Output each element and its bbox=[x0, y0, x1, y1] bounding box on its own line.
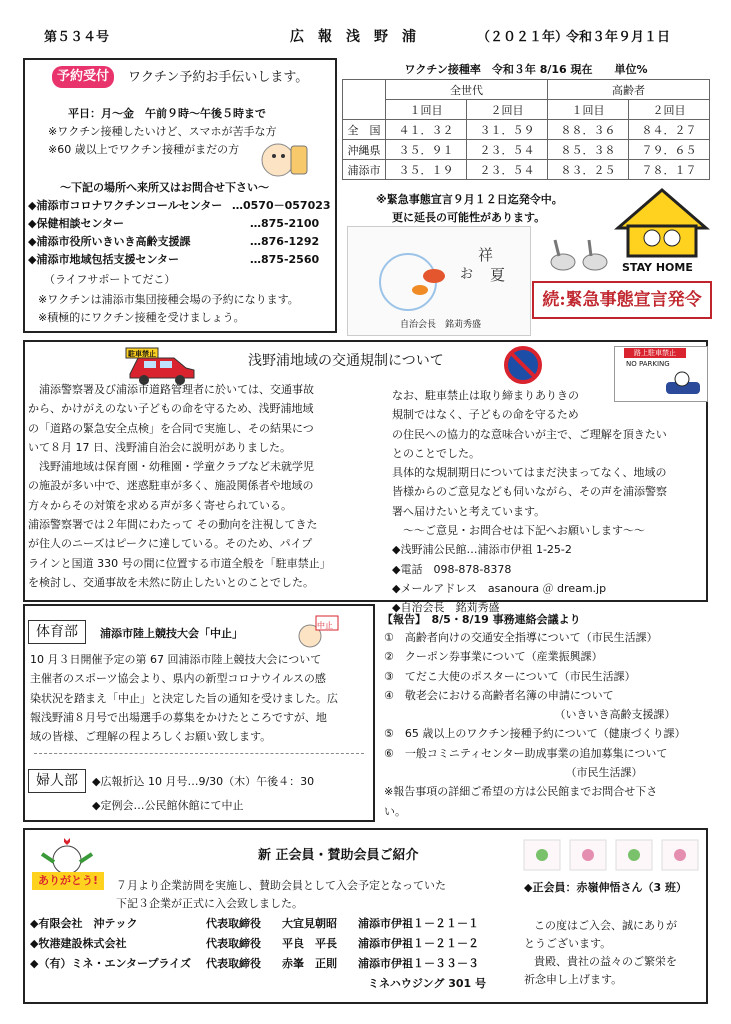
company-addr: 浦添市伊祖１－２１－１ bbox=[358, 917, 479, 930]
sports-text: 10 月３日開催予定の第 67 回浦添市陸上競技大会について 主催者のスポーツ協会より、県内の新型コロナウイルスの感 染状況を踏まえ「中止」と決定した旨の通知を受けました。広 報浅野浦８月号で出場選手の募集をかけたところですが、地 域の皆様、ご理解の程よろしくお願い致します。 bbox=[30, 653, 338, 744]
vaccine-table-caption: ワクチン接種率 令和３年 8/16 現在 単位% bbox=[404, 63, 648, 76]
contact-name: ◆保健相談センター bbox=[28, 217, 125, 230]
calligraphy-credit: 自治会長 銘苅秀盛 bbox=[400, 320, 482, 330]
region-cell: 全 国 bbox=[343, 120, 386, 140]
traffic-left-text: 浦添警察署及び浦添市道路管理者に於いては、交通事故 から、かけがえのない子どもの命を守るため、浅野浦地域 の「道路の緊急安全点検」を合同で実施し、その結果につ いて８月 17 日、浅野浦自治会に説明がありました。 浅野浦地域は保育園・幼稚園・学童クラブなど未就学児 の施設が多い中で、迷惑駐車が多く、施設関係者や地域の 方々からその対策を求める声が多く寄せられている。 浦添警察署では２年間にわたって その動向を注視してきた が住人のニーズはピークに達している。そのため、パイプ ラインと国道 330 号の間に位置する市道全般を「駐車禁止」 を検討し、交通事故を未然に防止したいとのことでした。 bbox=[28, 383, 331, 589]
company-addr: 浦添市伊祖１－２１－２ bbox=[358, 937, 479, 950]
company-rep: 平良 平長 bbox=[282, 937, 337, 950]
contact-note: （ライフサポートてだこ） bbox=[44, 273, 176, 286]
no-parking-icon bbox=[504, 346, 542, 384]
members-title: 新 正会員・賛助会員ご紹介 bbox=[258, 848, 419, 863]
table-row bbox=[343, 160, 710, 180]
emergency-note: 更に延長の可能性があります。 bbox=[392, 211, 546, 224]
women-item: ◆定例会…公民館休館にて中止 bbox=[92, 799, 244, 812]
arigato-label: ありがとう! bbox=[32, 872, 104, 890]
no-parking-sign-text: 駐車禁止 bbox=[128, 350, 156, 358]
reservation-badge: 予約受付中 bbox=[52, 66, 114, 88]
contact-tel: …0570－057023 bbox=[232, 199, 331, 212]
newsletter-title: 広 報 浅 野 浦 bbox=[290, 29, 416, 45]
region-cell: 沖縄県 bbox=[343, 140, 386, 160]
rabbits-illustration bbox=[545, 236, 615, 274]
women-item: ◆広報折込 10 月号…9/30（木）午後４：30 bbox=[92, 775, 315, 788]
rate-cell: ２３．５４ bbox=[467, 160, 548, 180]
vaccination-rate-table bbox=[342, 79, 710, 180]
members-intro: 下記３企業が正式に入会致しました。 bbox=[116, 897, 303, 910]
rate-cell: ８８．３６ bbox=[548, 120, 629, 140]
issue-number: 第５３４号 bbox=[44, 30, 110, 45]
thanks-text: とうございます。 bbox=[524, 937, 612, 950]
group-header: 高齢者 bbox=[548, 80, 710, 100]
company-addr: 浦添市伊祖１－３３－３ bbox=[358, 957, 479, 970]
company-rep: 赤峯 正則 bbox=[282, 957, 337, 970]
rate-cell: ７９．６５ bbox=[629, 140, 710, 160]
rate-cell: ３５．９１ bbox=[386, 140, 467, 160]
contact-name: ◆浦添市役所いきいき高齢支援課 bbox=[28, 235, 191, 248]
thanks-text: 祈念申し上げます。 bbox=[524, 973, 623, 986]
company-name: ◆（有）ミネ・エンタープライズ bbox=[30, 957, 192, 970]
company-name: ◆牧港建設株式会社 bbox=[30, 937, 127, 950]
traffic-title: 浅野浦地域の交通規制について bbox=[248, 353, 444, 369]
company-role: 代表取締役 bbox=[206, 917, 261, 930]
rate-cell: ８５．３８ bbox=[548, 140, 629, 160]
dose-header: １回目 bbox=[548, 100, 629, 120]
no-parking-sub: NO PARKING bbox=[626, 360, 670, 368]
sports-title: 浦添市陸上競技大会「中止」 bbox=[100, 627, 243, 640]
table-corner bbox=[343, 80, 386, 120]
contact-tel: …876-1292 bbox=[250, 235, 320, 248]
cancel-sign-text: 中止 bbox=[317, 621, 333, 630]
smartphone-illustration bbox=[258, 138, 312, 184]
rate-cell: ３１．５９ bbox=[467, 120, 548, 140]
emergency-banner: 続:緊急事態宣言発令 bbox=[532, 281, 712, 319]
report-title: 【報告】 8/5・8/19 事務連絡会議より bbox=[382, 613, 581, 626]
vaccine-footer: ※ワクチンは浦添市集団接種会場の予約になります。 bbox=[38, 293, 299, 306]
company-name: ◆有限会社 沖テック bbox=[30, 917, 138, 930]
issue-date: 令和３年９月１日 bbox=[566, 30, 671, 45]
dose-header: ２回目 bbox=[629, 100, 710, 120]
table-row bbox=[343, 120, 710, 140]
company-role: 代表取締役 bbox=[206, 937, 261, 950]
region-cell: 浦添市 bbox=[343, 160, 386, 180]
contact-name: ◆浦添市地域包括支援センター bbox=[28, 253, 180, 266]
company-addr-extra: ミネハウジング 301 号 bbox=[368, 977, 487, 990]
vaccine-help-title: ワクチン予約お手伝いします。 bbox=[128, 70, 309, 85]
dose-header: ２回目 bbox=[467, 100, 548, 120]
members-intro: ７月より企業訪問を実施し、賛助会員として入会予定となっていた bbox=[116, 879, 446, 892]
stay-home-label: STAY HOME bbox=[622, 261, 693, 274]
dose-header: １回目 bbox=[386, 100, 467, 120]
divider bbox=[34, 753, 364, 754]
rate-cell: ７８．１７ bbox=[629, 160, 710, 180]
traffic-right-text: なお、駐車禁止は取り締まりありきの 規制ではなく、子どもの命を守るため の住民への協力的な意味合いが主で、ご理解を頂きたい とのことでした。 具体的な規制期日についてはまだ決まってなく、地域の 皆様からのご意見なども伺いながら、その声を浦添警察 署へ届けたいと考えています。 ～～ご意見・お問合せは下記へお願いします～～ ◆浅野浦公民館…浦添市伊祖 1-25-2 ◆電話 098-878-8378 ◆メールアドレス asanoura ＠ dream.jp ◆自治会長 銘苅秀盛 bbox=[392, 389, 667, 615]
new-member: ◆正会員：赤嶺伸悟さん（3 班） bbox=[524, 881, 687, 894]
contact-tel: …875-2100 bbox=[250, 217, 320, 230]
thanks-text: 貴殿、貴社の益々のご繁栄を bbox=[534, 955, 677, 968]
group-header: 全世代 bbox=[386, 80, 548, 100]
thank-you-cards-illustration bbox=[520, 836, 704, 876]
svg-text:祥: 祥 bbox=[478, 246, 494, 264]
office-hours: 平日：月～金 午前９時～午後５時まで bbox=[68, 107, 266, 120]
report-list: ① 高齢者向けの交通安全指導について（市民生活課） ② クーポン券事業について（産業振興課） ③ てだこ大使のポスターについて（市民生活課） ④ 敬老会における高齢者名簿の申請について （いきいき高齢支援課） ⑤ 65 歳以上のワクチン接種予約について（健康づくり課） ⑥ 一般コミニティセンター助成事業の追加募集について （市民生活課） ※報告事項の詳細ご希望の方は公民館までお問合せ下さ い。 bbox=[384, 631, 686, 818]
stay-home-icon bbox=[614, 186, 710, 270]
contact-subtitle: ～下記の場所へ来所又はお問合せ下さい～ bbox=[60, 181, 269, 194]
rate-cell: ８４．２７ bbox=[629, 120, 710, 140]
rate-cell: ３５．１９ bbox=[386, 160, 467, 180]
issue-year: （２０２１年） bbox=[477, 30, 569, 45]
table-row bbox=[343, 140, 710, 160]
target-note: ※ワクチン接種したいけど、スマホが苦手な方 bbox=[48, 125, 277, 138]
rate-cell: ２３．５４ bbox=[467, 140, 548, 160]
sports-dept-label: 体育部 bbox=[28, 620, 86, 644]
contact-tel: …875-2560 bbox=[250, 253, 320, 266]
svg-text:お: お bbox=[460, 267, 474, 282]
emergency-note: ※緊急事態宣言９月１２日迄発令中。 bbox=[376, 193, 563, 206]
goldfish-illustration bbox=[350, 230, 526, 314]
contact-name: ◆浦添市コロナワクチンコールセンター bbox=[28, 199, 223, 212]
company-rep: 大宜見朝昭 bbox=[282, 917, 337, 930]
vaccine-footer: ※積極的にワクチン接種を受けましょう。 bbox=[38, 311, 245, 324]
target-note: ※60 歳以上でワクチン接種がまだの方 bbox=[48, 143, 240, 156]
thanks-text: この度はご入会、誠にありが bbox=[534, 919, 677, 932]
svg-text:夏: 夏 bbox=[490, 266, 506, 284]
rate-cell: ８３．２５ bbox=[548, 160, 629, 180]
women-dept-label: 婦人部 bbox=[28, 769, 86, 793]
rate-cell: ４１．３２ bbox=[386, 120, 467, 140]
company-role: 代表取締役 bbox=[206, 957, 261, 970]
no-parking-label: 路上駐車禁止 bbox=[624, 348, 686, 358]
